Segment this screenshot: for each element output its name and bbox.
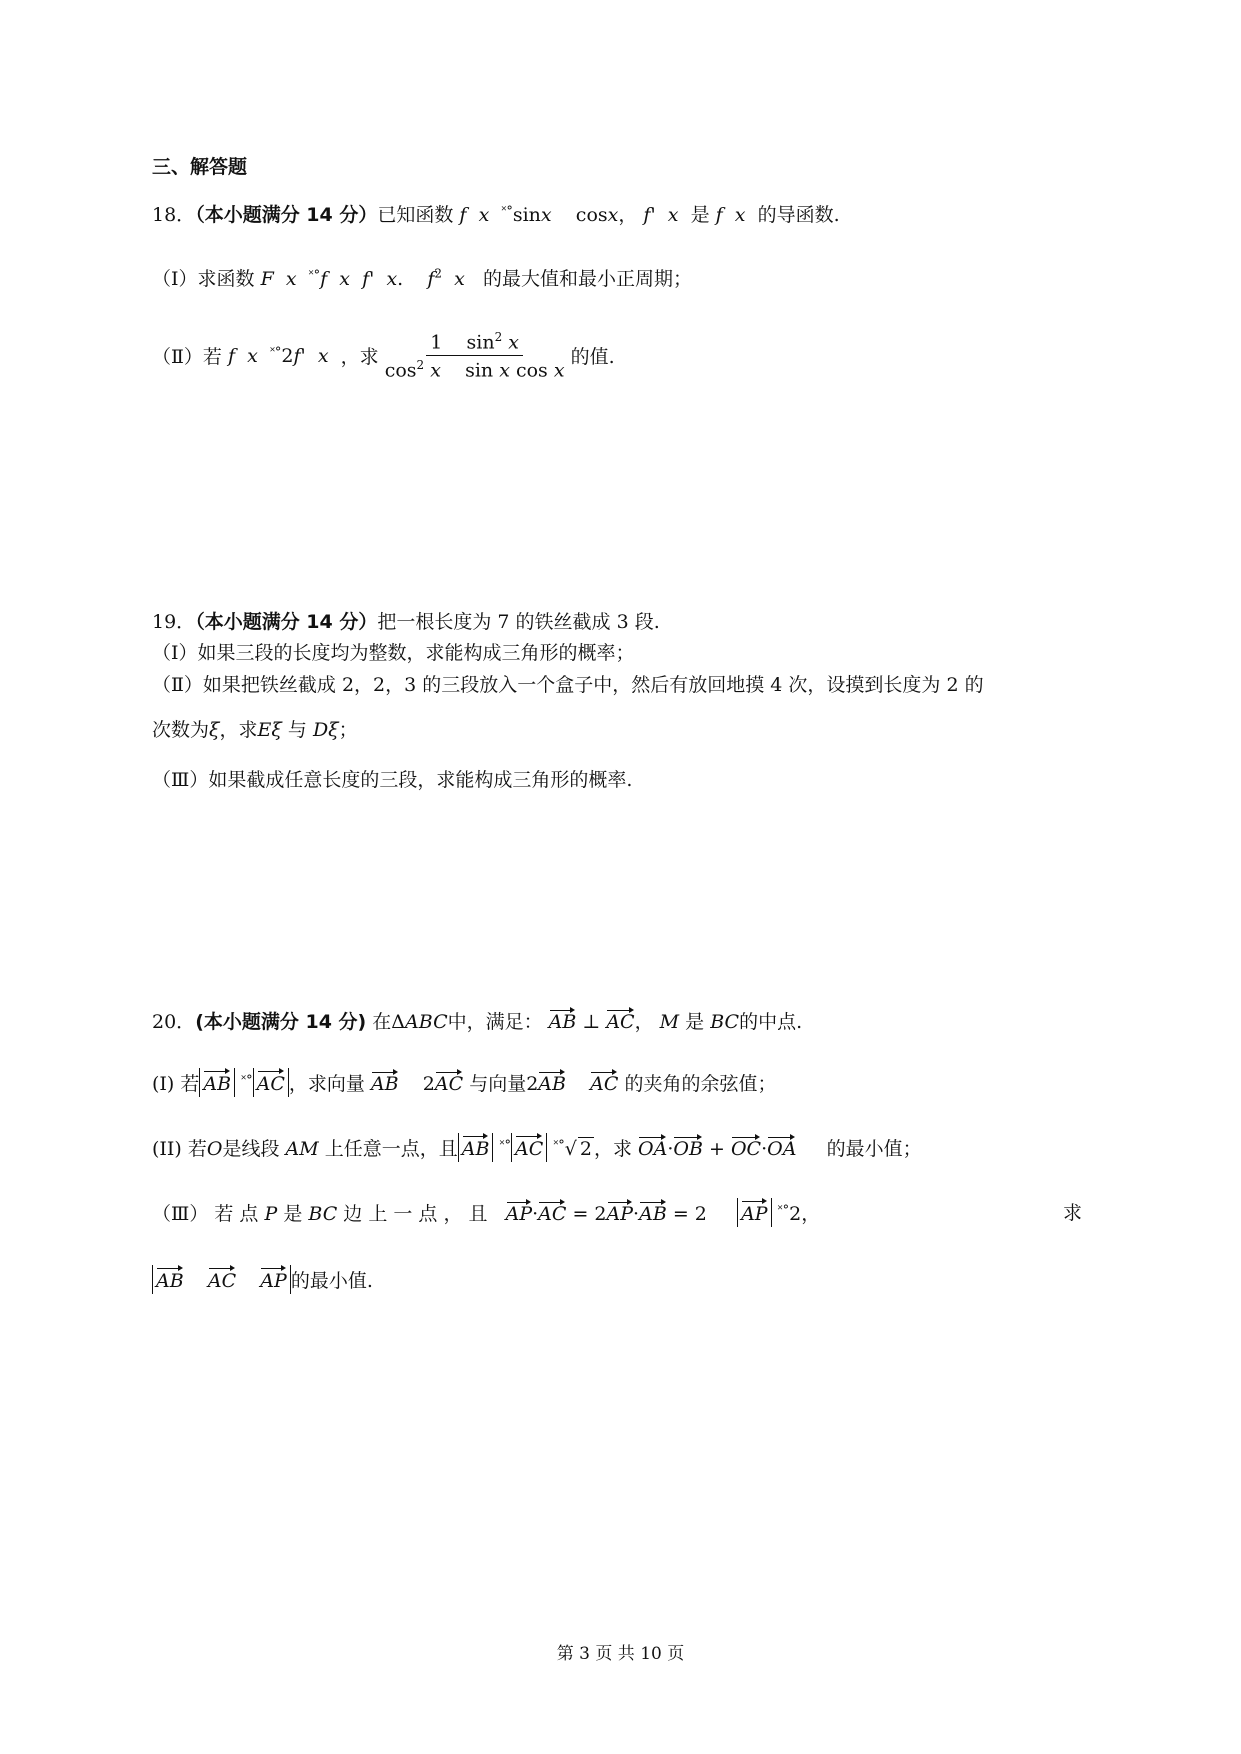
question-20-stem: 20．(本小题满分 14 分) 在ΔABC中，满足： AB ⊥ AC， M 是 BC的中点.	[152, 1007, 802, 1034]
question-number: 19．	[152, 611, 196, 633]
question-18-stem: 18．（本小题满分 14 分）已知函数 f x ˟°sinx cosx， f' x 是 f x 的导函数.	[152, 204, 840, 226]
question-18-part-1: （Ⅰ）求函数 F x ˟°f x f' x. $f^2$ x 的最大值和最小正周期；	[152, 266, 693, 290]
math-expr: Eξ	[257, 719, 282, 741]
fraction: $\frac{1 \sin^2 x}{\cos^2 x \sin x \cos x}$	[384, 330, 565, 382]
math-expr: f	[715, 204, 723, 226]
question-19-part-2-line-1: （Ⅱ）如果把铁丝截成 2，2，3 的三段放入一个盒子中，然后有放回地摸 4 次，设摸到长度为 2 的	[152, 674, 984, 696]
question-20-part-3-line-2: AB AC AP 的最小值.	[152, 1265, 373, 1294]
question-19-stem: 19．（本小题满分 14 分）把一根长度为 7 的铁丝截成 3 段.	[152, 611, 660, 633]
question-18-part-2: （Ⅱ） 若 f x ˟°2f' x ，求 $\frac{1 \sin^2 x}{\cos^2 x \sin x \cos x}$ 的值.	[152, 330, 615, 382]
math-expr: Dξ	[312, 719, 339, 741]
score-tag: （本小题满分 14 分）	[195, 611, 378, 633]
math-expr: F x ˟°f x f' x. $f^2$ x	[260, 266, 465, 290]
score-tag: （本小题满分 14 分）	[195, 204, 378, 226]
math-expr: f x ˟°2f' x	[227, 345, 329, 368]
question-19-part-1: （Ⅰ）如果三段的长度均为整数，求能构成三角形的概率；	[152, 642, 635, 664]
question-19-part-3: （Ⅲ）如果截成任意长度的三段，求能构成三角形的概率.	[152, 769, 633, 791]
math-expr: f	[459, 204, 467, 226]
question-number: 18．	[152, 204, 196, 226]
math-expr: ΔABC	[391, 1011, 448, 1033]
score-tag: (本小题满分 14 分)	[195, 1011, 367, 1033]
question-20-part-1: (I) 若 AB ˟° AC ，求向量 AB 2AC 与向量2AB AC 的夹角的余弦值；	[152, 1068, 776, 1097]
question-number: 20．	[152, 1011, 196, 1033]
math-expr: ξ	[209, 719, 220, 741]
math-expr: f	[643, 204, 651, 226]
section-heading: 三、解答题	[152, 156, 248, 178]
question-19-part-2-line-2: 次数为ξ，求Eξ 与 Dξ；	[152, 719, 358, 741]
question-20-part-2: (II) 若O是线段 AM 上任意一点，且 AB ˟° AC ˟°√ 2 ，求 OA·OB + OC·OA 的最小值；	[152, 1133, 922, 1162]
question-20-part-3-line-1: （Ⅲ） 若 点 P 是 BC 边 上 一 点 ， 且 AP·AC = 2AP·AB = 2 AP ˟°2， 求	[152, 1198, 1082, 1227]
page-number: 第 3 页 共 10 页	[556, 1644, 685, 1664]
